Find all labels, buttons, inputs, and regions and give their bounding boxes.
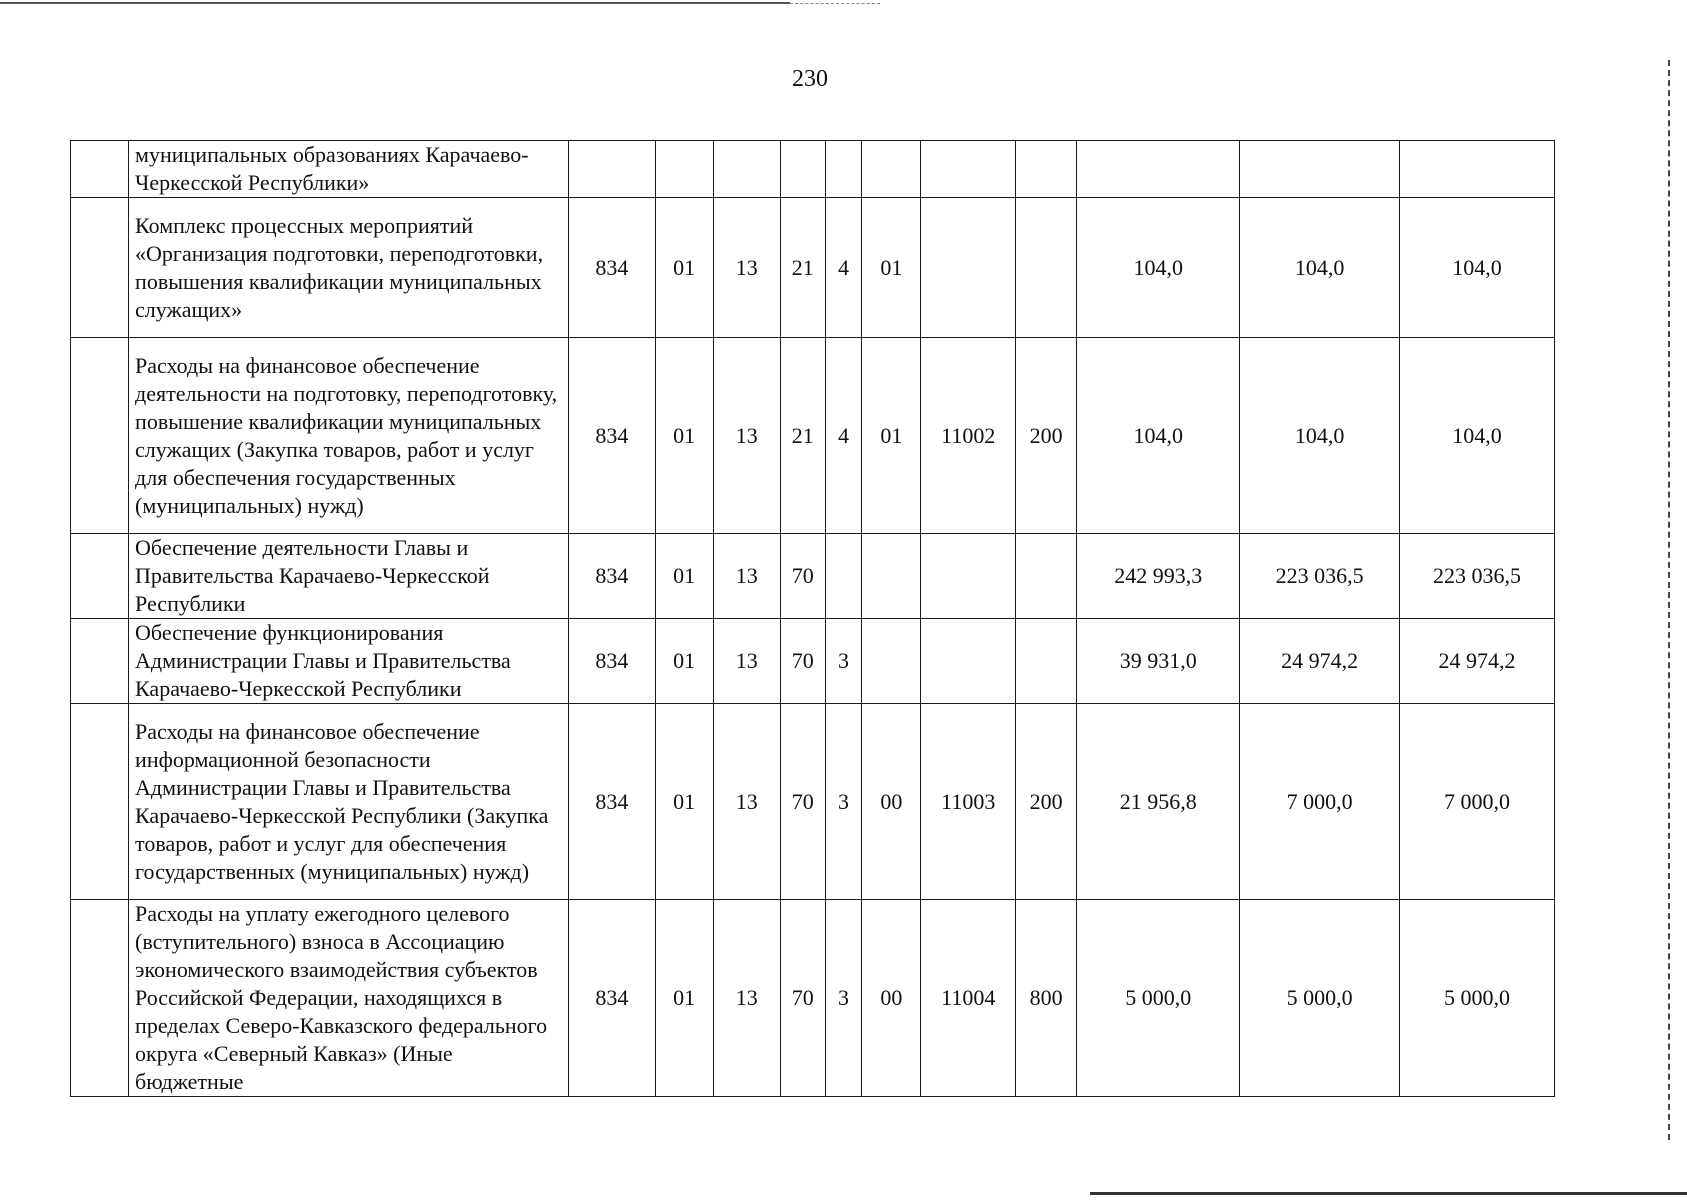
cell-pr: [713, 141, 780, 198]
cell-csr-program: 70: [780, 619, 825, 704]
cell-csr-sub: [862, 534, 921, 619]
cell-amount-year1: 104,0: [1077, 338, 1240, 534]
cell-csr-type: 3: [825, 900, 862, 1097]
cell-amount-year3: 24 974,2: [1400, 619, 1555, 704]
table-row: [71, 534, 1555, 619]
cell-ved: [569, 141, 656, 198]
cell-rz: 01: [655, 900, 713, 1097]
cell-csr-program: 70: [780, 704, 825, 900]
cell-number: [71, 534, 129, 619]
cell-rz: 01: [655, 534, 713, 619]
cell-rz: 01: [655, 198, 713, 338]
scan-edge-top: [0, 2, 790, 4]
cell-amount-year2: 104,0: [1240, 198, 1400, 338]
cell-ved: 834: [569, 534, 656, 619]
cell-rz: 01: [655, 619, 713, 704]
cell-vr: [1016, 534, 1077, 619]
cell-rz: 01: [655, 338, 713, 534]
cell-name: муниципальных образованиях Карачаево-Черкесской Республики»: [129, 141, 569, 198]
table-row: [71, 338, 1555, 534]
cell-vr: [1016, 198, 1077, 338]
cell-csr-direction: [921, 619, 1016, 704]
cell-amount-year3: 223 036,5: [1400, 534, 1555, 619]
cell-csr-program: 70: [780, 534, 825, 619]
cell-amount-year2: 24 974,2: [1240, 619, 1400, 704]
cell-amount-year2: 223 036,5: [1240, 534, 1400, 619]
cell-csr-direction: 11004: [921, 900, 1016, 1097]
cell-csr-sub: [862, 619, 921, 704]
scan-edge-right: [1668, 60, 1670, 1140]
table-row: [71, 198, 1555, 338]
cell-amount-year1: 21 956,8: [1077, 704, 1240, 900]
cell-csr-direction: [921, 198, 1016, 338]
cell-amount-year2: 104,0: [1240, 338, 1400, 534]
cell-name: Комплекс процессных мероприятий «Организация подготовки, переподготовки, повышения квалификации муниципальных служащих»: [129, 198, 569, 338]
table-row: [71, 900, 1555, 1097]
cell-csr-type: [825, 141, 862, 198]
cell-amount-year1: 242 993,3: [1077, 534, 1240, 619]
cell-csr-type: 4: [825, 338, 862, 534]
scan-edge-bottom: [1090, 1192, 1687, 1195]
cell-pr: 13: [713, 704, 780, 900]
cell-csr-program: 21: [780, 338, 825, 534]
cell-amount-year2: 7 000,0: [1240, 704, 1400, 900]
cell-number: [71, 704, 129, 900]
cell-csr-sub: 00: [862, 900, 921, 1097]
scan-edge-top-dash: [790, 3, 880, 4]
budget-table: [70, 140, 1555, 1097]
cell-csr-type: 3: [825, 619, 862, 704]
cell-number: [71, 141, 129, 198]
cell-amount-year3: 7 000,0: [1400, 704, 1555, 900]
cell-vr: 200: [1016, 704, 1077, 900]
cell-vr: 800: [1016, 900, 1077, 1097]
cell-csr-direction: [921, 141, 1016, 198]
cell-amount-year1: 39 931,0: [1077, 619, 1240, 704]
cell-csr-sub: 01: [862, 338, 921, 534]
cell-csr-sub: 00: [862, 704, 921, 900]
cell-csr-program: 70: [780, 900, 825, 1097]
cell-csr-type: 3: [825, 704, 862, 900]
cell-csr-sub: 01: [862, 198, 921, 338]
cell-name: Расходы на финансовое обеспечение информационной безопасности Администрации Главы и Правительства Карачаево-Черкесской Республики (Закупка товаров, работ и услуг для обеспечения государственных (муниципальных) нужд): [129, 704, 569, 900]
cell-name: Обеспечение функционирования Администрации Главы и Правительства Карачаево-Черкесской Республики: [129, 619, 569, 704]
table-row: [71, 704, 1555, 900]
cell-ved: 834: [569, 338, 656, 534]
cell-csr-direction: 11003: [921, 704, 1016, 900]
cell-ved: 834: [569, 198, 656, 338]
cell-number: [71, 338, 129, 534]
cell-ved: 834: [569, 704, 656, 900]
cell-pr: 13: [713, 198, 780, 338]
cell-amount-year1: [1077, 141, 1240, 198]
cell-amount-year3: 104,0: [1400, 198, 1555, 338]
cell-pr: 13: [713, 900, 780, 1097]
cell-csr-program: 21: [780, 198, 825, 338]
cell-name: Обеспечение деятельности Главы и Правительства Карачаево-Черкесской Республики: [129, 534, 569, 619]
cell-ved: 834: [569, 900, 656, 1097]
cell-pr: 13: [713, 338, 780, 534]
cell-csr-sub: [862, 141, 921, 198]
cell-csr-type: 4: [825, 198, 862, 338]
cell-rz: [655, 141, 713, 198]
cell-amount-year1: 104,0: [1077, 198, 1240, 338]
cell-number: [71, 619, 129, 704]
cell-csr-direction: [921, 534, 1016, 619]
cell-pr: 13: [713, 534, 780, 619]
cell-vr: 200: [1016, 338, 1077, 534]
cell-csr-direction: 11002: [921, 338, 1016, 534]
cell-pr: 13: [713, 619, 780, 704]
page-number: 230: [792, 66, 828, 92]
cell-vr: [1016, 141, 1077, 198]
cell-csr-program: [780, 141, 825, 198]
table-row: [71, 619, 1555, 704]
cell-vr: [1016, 619, 1077, 704]
cell-number: [71, 900, 129, 1097]
cell-number: [71, 198, 129, 338]
cell-name: Расходы на уплату ежегодного целевого (вступительного) взноса в Ассоциацию экономического взаимодействия субъектов Российской Федерации, находящихся в пределах Северо-Кавказского федерального округа «Северный Кавказ» (Иные бюджетные: [129, 900, 569, 1097]
cell-amount-year2: [1240, 141, 1400, 198]
cell-rz: 01: [655, 704, 713, 900]
cell-amount-year2: 5 000,0: [1240, 900, 1400, 1097]
cell-amount-year3: 5 000,0: [1400, 900, 1555, 1097]
table-row: [71, 141, 1555, 198]
cell-amount-year3: 104,0: [1400, 338, 1555, 534]
cell-csr-type: [825, 534, 862, 619]
cell-amount-year1: 5 000,0: [1077, 900, 1240, 1097]
cell-ved: 834: [569, 619, 656, 704]
cell-amount-year3: [1400, 141, 1555, 198]
cell-name: Расходы на финансовое обеспечение деятельности на подготовку, переподготовку, повышение квалификации муниципальных служащих (Закупка товаров, работ и услуг для обеспечения государственных (муниципальных) нужд): [129, 338, 569, 534]
